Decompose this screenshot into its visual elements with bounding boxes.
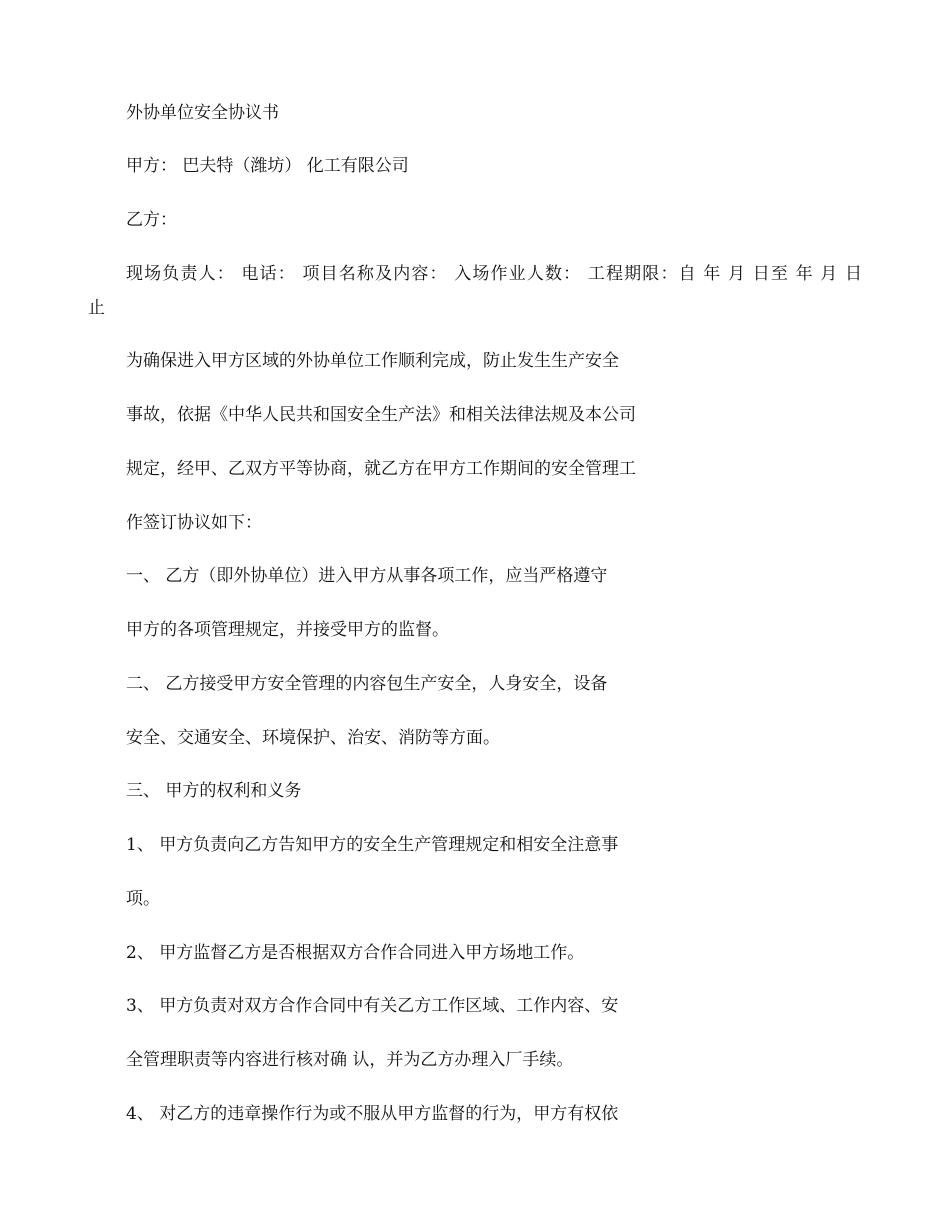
sub-clause-3-line: 3、 甲方负责对双方合作合同中有关乙方工作区域、工作内容、安 <box>126 996 619 1016</box>
party-a-line: 甲方： 巴夫特（潍坊） 化工有限公司 <box>126 156 409 176</box>
document-title: 外协单位安全协议书 <box>126 103 279 123</box>
paragraph-line: 作签订协议如下： <box>126 513 262 533</box>
sub-clause-2-line: 2、 甲方监督乙方是否根据双方合作合同进入甲方场地工作。 <box>126 943 585 963</box>
clause-3-heading: 三、 甲方的权利和义务 <box>126 781 302 801</box>
sub-clause-3-line: 全管理职责等内容进行核对确 认，并为乙方办理入厂手续。 <box>126 1050 574 1070</box>
sub-clause-1-line: 1、 甲方负责向乙方告知甲方的安全生产管理规定和相安全注意事 <box>126 835 619 855</box>
paragraph-line: 事故，依据《中华人民共和国安全生产法》和相关法律法规及本公司 <box>126 405 636 425</box>
clause-2-line: 安全、交通安全、环境保护、治安、消防等方面。 <box>126 728 500 748</box>
paragraph-line: 规定，经甲、乙双方平等协商，就乙方在甲方工作期间的安全管理工 <box>126 459 636 479</box>
project-info-line: 现场负责人： 电话： 项目名称及内容： 入场作业人数： 工程期限：自 年 月 日至 年 月 日 <box>126 264 862 284</box>
project-info-line-continued: 止 <box>88 298 105 318</box>
clause-1-line: 一、 乙方（即外协单位）进入甲方从事各项工作，应当严格遵守 <box>126 566 608 586</box>
sub-clause-1-line: 项。 <box>126 889 160 909</box>
clause-1-line: 甲方的各项管理规定，并接受甲方的监督。 <box>126 620 449 640</box>
paragraph-line: 为确保进入甲方区域的外协单位工作顺利完成，防止发生生产安全 <box>126 351 619 371</box>
sub-clause-4-line: 4、 对乙方的违章操作行为或不服从甲方监督的行为，甲方有权依 <box>126 1104 619 1124</box>
party-b-line: 乙方： <box>126 210 177 230</box>
clause-2-line: 二、 乙方接受甲方安全管理的内容包生产安全，人身安全，设备 <box>126 674 608 694</box>
